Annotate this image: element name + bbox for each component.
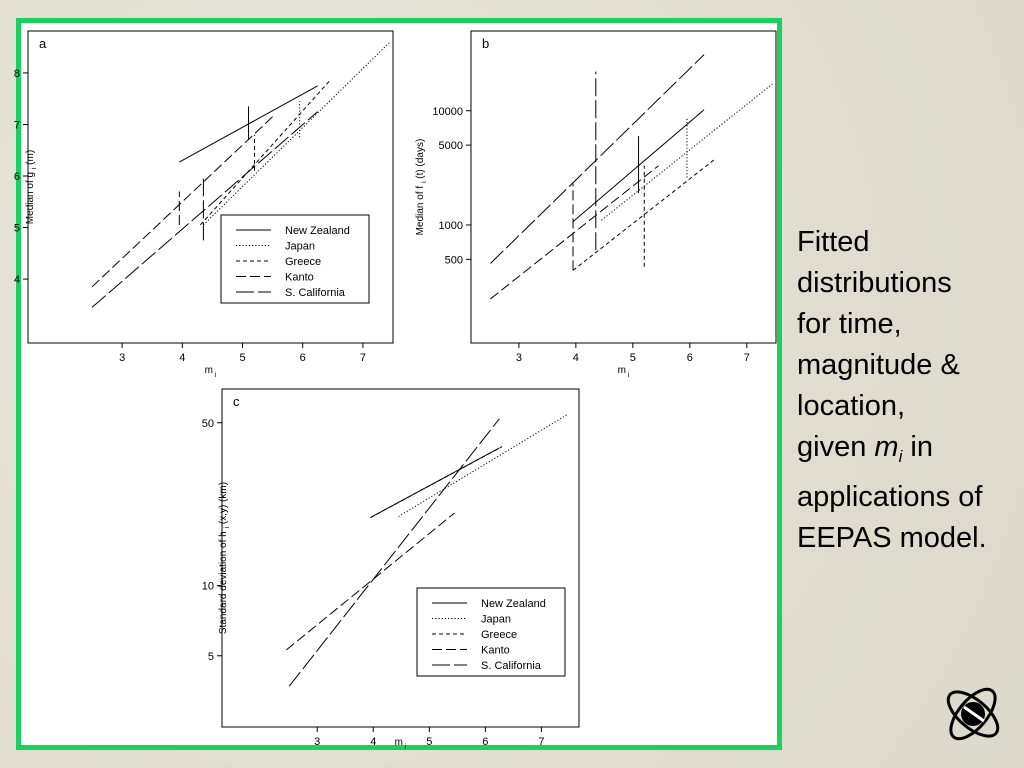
y-tick-label: 500 xyxy=(444,254,463,267)
caption-m-symbol: m xyxy=(874,431,899,463)
x-tick-label: 3 xyxy=(119,352,126,364)
legend-label-s-california: S. California xyxy=(285,287,345,299)
panel-a xyxy=(14,31,393,379)
x-axis-label: m $_i$ xyxy=(204,365,217,379)
x-tick-label: 7 xyxy=(538,736,545,748)
y-tick-label: 7 xyxy=(13,119,20,132)
chart-figure xyxy=(13,23,777,751)
x-tick-label: 5 xyxy=(239,352,246,364)
y-tick-label: 50 xyxy=(201,417,214,430)
x-tick-label: 5 xyxy=(629,352,636,364)
legend xyxy=(221,215,369,303)
caption-line-7: applications of xyxy=(797,481,983,513)
panel-c xyxy=(202,389,579,751)
caption-line-3: for time, xyxy=(797,308,902,340)
y-tick-label: 8 xyxy=(13,67,20,80)
x-tick-label: 4 xyxy=(370,736,377,748)
legend-label-s-california: S. California xyxy=(481,660,541,672)
legend-label-greece: Greece xyxy=(285,256,322,268)
x-axis-label: m $_i$ xyxy=(394,737,407,751)
x-tick-label: 6 xyxy=(299,352,306,364)
legend xyxy=(417,588,565,676)
panel-box xyxy=(471,31,776,343)
caption-line-5: location, xyxy=(797,390,906,422)
x-tick-label: 3 xyxy=(515,352,522,364)
series-line-s-california xyxy=(490,55,704,264)
slide-caption xyxy=(797,222,1022,559)
caption-line-8: EEPAS model. xyxy=(797,522,987,554)
x-tick-label: 5 xyxy=(426,736,433,748)
legend-label-greece: Greece xyxy=(481,629,518,641)
panel-letter: b xyxy=(482,36,490,51)
x-tick-label: 3 xyxy=(314,736,321,748)
x-tick-label: 6 xyxy=(686,352,693,364)
caption-m-subscript: i xyxy=(898,447,903,466)
series-line-japan xyxy=(602,84,773,220)
x-tick-label: 7 xyxy=(359,352,366,364)
panel-letter: c xyxy=(233,394,240,409)
y-tick-label: 5 xyxy=(207,650,214,663)
x-axis-label: m $_i$ xyxy=(617,365,630,379)
legend-label-kanto: Kanto xyxy=(285,271,314,284)
panel-b xyxy=(415,31,776,379)
caption-given: given xyxy=(797,431,867,463)
y-tick-label: 5 xyxy=(13,222,20,235)
x-tick-label: 4 xyxy=(179,352,186,364)
x-tick-label: 6 xyxy=(482,736,489,748)
panel-letter: a xyxy=(39,36,47,51)
caption-line-2: distributions xyxy=(797,267,952,299)
figure-frame xyxy=(13,18,782,751)
caption-line-4: magnitude & xyxy=(797,349,960,381)
x-tick-label: 4 xyxy=(572,352,579,364)
x-tick-label: 7 xyxy=(743,352,750,364)
series-line-kanto xyxy=(490,166,658,299)
y-tick-label: 5000 xyxy=(438,140,463,153)
y-axis-label: Median of g $_i$ (m) xyxy=(25,149,38,225)
y-axis-label: Median of f $_i$ (t) (days) xyxy=(415,138,428,236)
caption-line-1: Fitted xyxy=(797,226,870,258)
legend-label-japan: Japan xyxy=(481,613,511,626)
series-line-greece xyxy=(200,81,329,225)
y-tick-label: 10 xyxy=(201,580,214,593)
legend-label-kanto: Kanto xyxy=(481,644,510,657)
y-tick-label: 6 xyxy=(13,171,20,183)
y-tick-label: 4 xyxy=(13,274,20,287)
legend-label-new-zealand: New Zealand xyxy=(285,225,350,237)
y-tick-label: 1000 xyxy=(438,219,463,232)
caption-in: in xyxy=(902,431,933,463)
atom-orbit-icon xyxy=(940,676,1006,752)
y-tick-label: 10000 xyxy=(432,105,463,118)
legend-label-japan: Japan xyxy=(285,240,315,253)
series-line-japan xyxy=(398,415,566,517)
legend-label-new-zealand: New Zealand xyxy=(481,598,546,610)
y-axis-label: Standard deviation of h $_i$ (x,y) (km) xyxy=(218,481,231,635)
